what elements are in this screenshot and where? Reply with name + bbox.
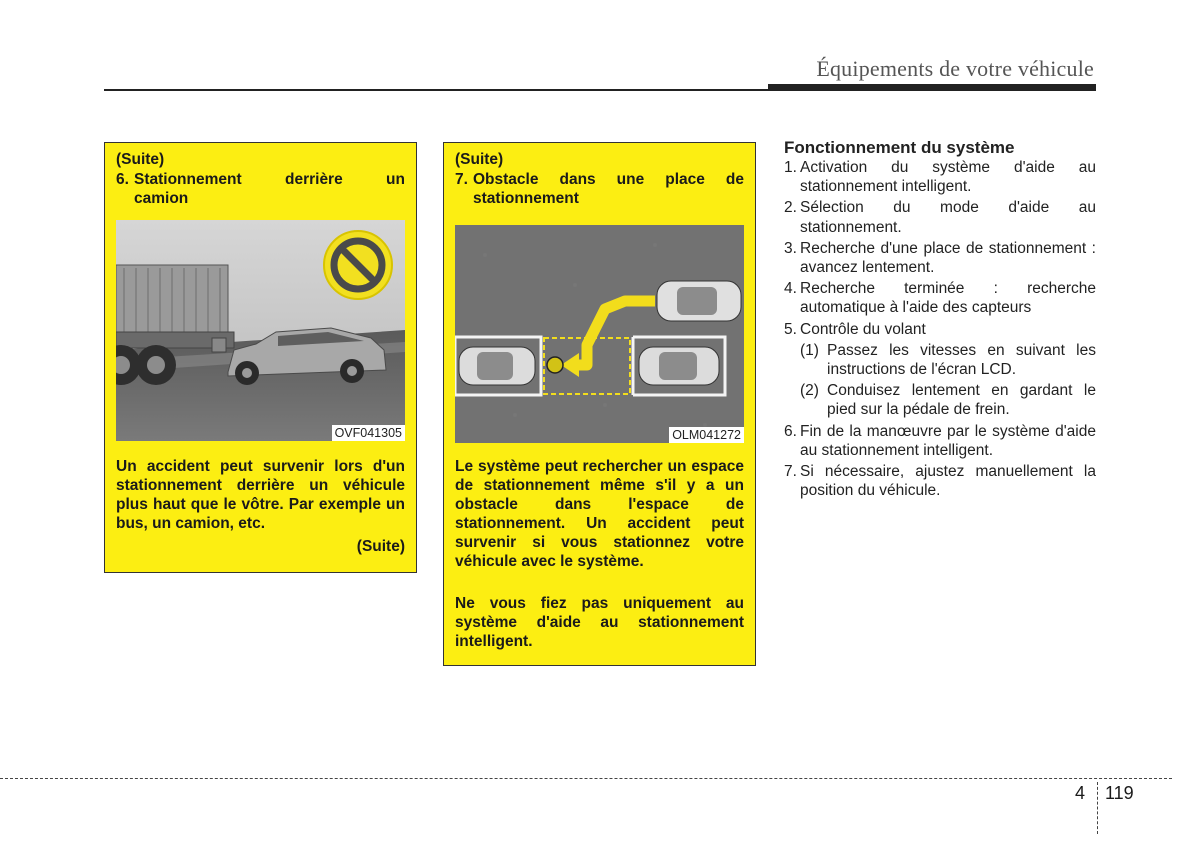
warning-text: Un accident peut survenir lors d'un stationnement derrière un véhicule plus haut que le vôtre. Par exemple un bus, un camion, etc. — [116, 458, 405, 532]
substep-item: (1) Passez les vitesses en suivant les instructions de l'écran LCD. — [800, 341, 1096, 379]
step-item: 7. Si nécessaire, ajustez manuellement la position du véhicule. — [784, 463, 1096, 500]
step-item: 2. Sélection du mode d'aide au stationnement. — [784, 199, 1096, 236]
item-heading-line2: camion — [134, 190, 189, 207]
suite-label-top: (Suite) — [116, 151, 165, 168]
warning-item-heading — [455, 170, 744, 208]
header-rule-accent — [768, 84, 1096, 91]
item-heading-line2: stationnement — [473, 190, 579, 207]
step-item: 1. Activation du système d'aide au stationnement intelligent. — [784, 159, 1096, 196]
page-header-title: Équipements de votre véhicule — [816, 56, 1094, 81]
footer-dashed-divider — [1097, 782, 1098, 834]
truck-parking-illustration — [116, 220, 405, 441]
system-operation-section — [784, 138, 1096, 500]
section-title: Fonctionnement du système — [784, 138, 1015, 157]
item-number: 6. — [116, 171, 129, 188]
obstacle-parking-illustration — [455, 225, 744, 443]
warning-text-2: Ne vous fiez pas uniquement au système d'aide au stationnement intelligent. — [455, 595, 744, 650]
warning-item-heading — [116, 170, 405, 208]
warning-box-truck — [104, 142, 417, 573]
step-item: 5. Contrôle du volant — [784, 320, 926, 338]
chapter-number: 4 — [1075, 783, 1086, 803]
obstacle-parking-figure — [455, 225, 744, 443]
warning-text: Le système peut rechercher un espace de stationnement même s'il y a un obstacle dans l'espace de stationnement. Un accident peut survenir si vous stationnez votre véhicule avec le système. — [455, 458, 744, 570]
page-number: 119 — [1105, 783, 1134, 803]
item-heading-line1: Obstacle dans une place de — [473, 171, 744, 188]
truck-parking-figure — [116, 220, 405, 441]
figure-code: OVF041305 — [332, 425, 405, 441]
item-number: 7. — [455, 171, 468, 188]
footer-dashed-rule — [0, 778, 1172, 779]
step-item: 3. Recherche d'une place de stationnement : avancez lentement. — [784, 239, 1096, 277]
warning-box-obstacle — [443, 142, 756, 666]
suite-label-top: (Suite) — [455, 151, 504, 168]
step-item: 6. Fin de la manœuvre par le système d'aide au stationnement intelligent. — [784, 422, 1096, 459]
substep-item: (2) Conduisez lentement en gardant le pied sur la pédale de frein. — [800, 382, 1096, 419]
item-heading-line1: Stationnement derrière un — [134, 171, 405, 188]
figure-code: OLM041272 — [669, 427, 744, 443]
step-item: 4. Recherche terminée : recherche automatique à l'aide des capteurs — [784, 280, 1096, 317]
suite-label-bottom: (Suite) — [356, 538, 405, 555]
